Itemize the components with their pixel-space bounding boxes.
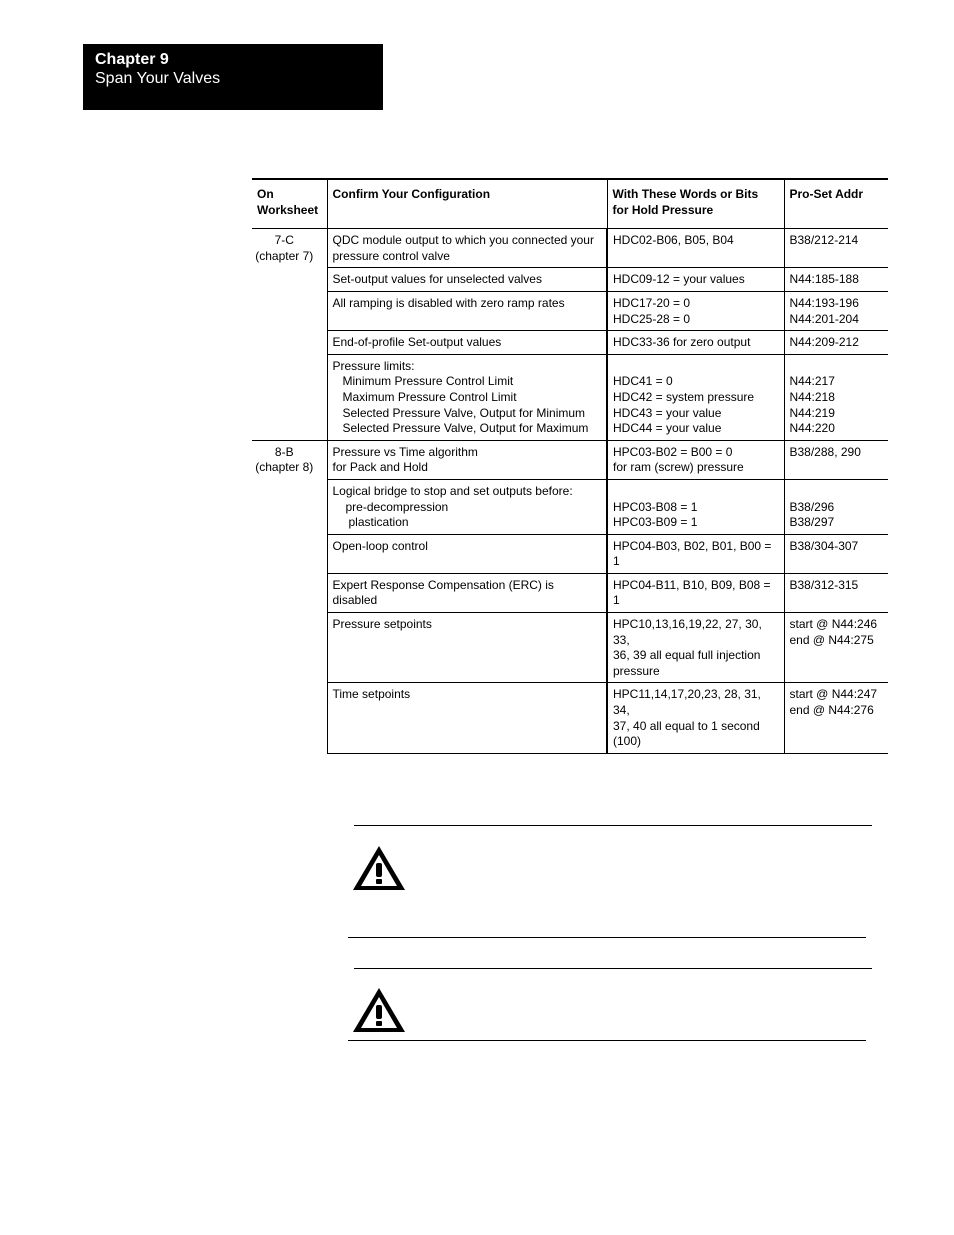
column-header-words: With These Words or Bits for Hold Pressure [607,179,784,229]
table-row: Pressure setpoints HPC10,13,16,19,22, 27, 30, 33, 36, 39 all equal full injection pressure start @ N44:246 end @ N44:275 [252,613,888,683]
column-header-addr: Pro-Set Addr [784,179,888,229]
column-header-confirm: Confirm Your Configuration [327,179,607,229]
configuration-table [252,178,888,754]
table-row: Expert Response Compensation (ERC) is disabled HPC04-B11, B10, B09, B08 = 1 B38/312-315 [252,573,888,612]
chapter-label: Chapter 9 [95,51,169,68]
chapter-title: Span Your Valves [95,70,221,87]
warning-triangle-icon [351,985,407,1035]
table-row: Open-loop control HPC04-B03, B02, B01, B00 = 1 B38/304-307 [252,534,888,573]
chapter-header [83,44,383,110]
column-header-worksheet: On Worksheet [252,179,327,229]
warning-2-top-rule [354,968,872,969]
table-row: All ramping is disabled with zero ramp rates HDC17-20 = 0 HDC25-28 = 0 N44:193-196 N44:201-204 [252,291,888,330]
table-row: Set-output values for unselected valves HDC09-12 = your values N44:185-188 [252,268,888,292]
warning-2-bottom-rule [348,1040,866,1041]
table-row: Time setpoints HPC11,14,17,20,23, 28, 31, 34, 37, 40 all equal to 1 second (100) start @ N44:247 end @ N44:276 [252,683,888,753]
worksheet-cell-8b: 8-B (chapter 8) [252,440,327,753]
table-header-row [252,179,888,229]
warning-1-bottom-rule [348,937,866,938]
table-row: Logical bridge to stop and set outputs before: pre-decompression plastication HPC03-B08 = 1 HPC03-B09 = 1 B38/296 B38/297 [252,479,888,534]
table-row: End-of-profile Set-output values HDC33-36 for zero output N44:209-212 [252,331,888,355]
worksheet-cell-7c: 7-C (chapter 7) [255,233,314,263]
warning-triangle-icon [351,843,407,893]
table-row: 8-B (chapter 8) Pressure vs Time algorithm for Pack and Hold HPC03-B02 = B00 = 0 for ram (screw) pressure B38/288, 290 [252,440,888,479]
warning-1-top-rule [354,825,872,826]
table-row: 7-C (chapter 7) QDC module output to which you connected your pressure control valve HDC02-B06, B05, B04 B38/212-214 [252,229,888,268]
table-row: Pressure limits: Minimum Pressure Control Limit Maximum Pressure Control Limit Selected Pressure Valve, Output for Minimum Selected Pressure Valve, Output for Maximum HDC41 = 0 HDC42 = system pressure HDC43 = your value HDC44 = your value N44:217 N44:218 N44:219 N44:220 [252,354,888,440]
